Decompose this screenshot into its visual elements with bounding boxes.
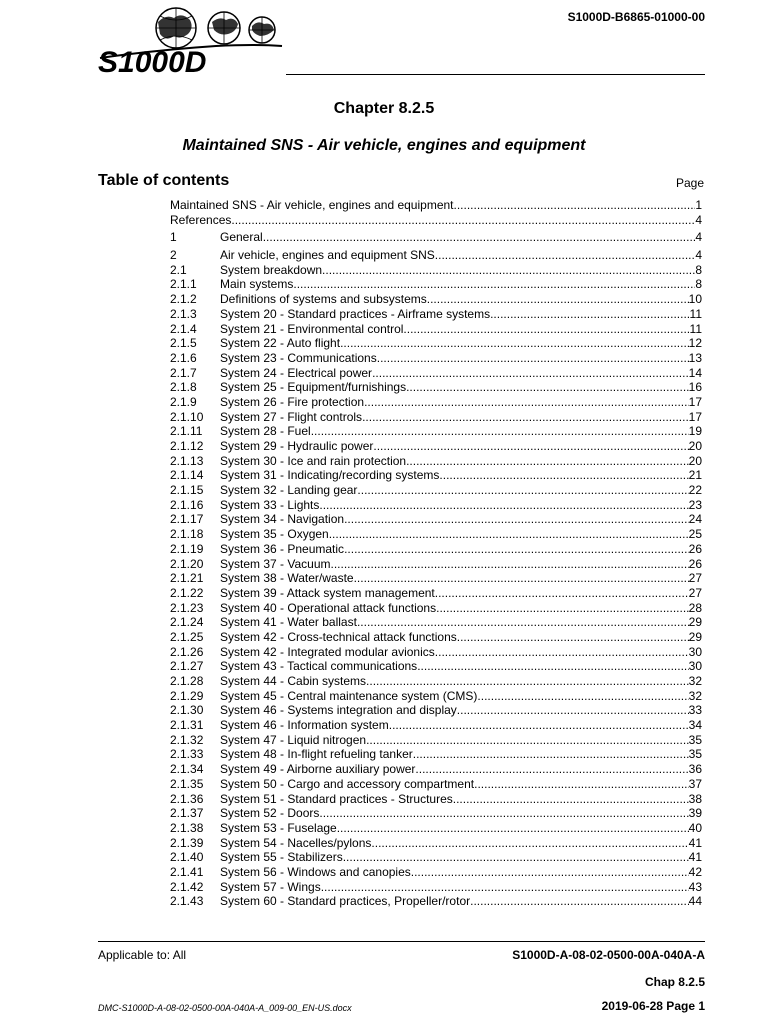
toc-entry[interactable] bbox=[170, 248, 702, 263]
toc-entry-number: 2.1.37 bbox=[170, 806, 204, 821]
toc-entry-page: 20 bbox=[688, 439, 702, 453]
toc-dot-leader bbox=[366, 674, 689, 689]
toc-entry-title: System 43 - Tactical communications bbox=[220, 659, 418, 674]
toc-entry-number: 2.1.33 bbox=[170, 747, 204, 762]
toc-entry-page: 34 bbox=[688, 718, 702, 733]
toc-entry-number: 2 bbox=[170, 248, 177, 263]
toc-dot-leader bbox=[377, 351, 689, 366]
toc-entry-page: 41 bbox=[688, 835, 702, 850]
toc-entry-number: 2.1.11 bbox=[170, 424, 203, 439]
toc-entry[interactable] bbox=[170, 659, 702, 674]
toc-entry-title: System 24 - Electrical power bbox=[220, 365, 373, 380]
globe-icon bbox=[208, 12, 240, 44]
toc-dot-leader bbox=[357, 615, 689, 630]
toc-entry[interactable] bbox=[170, 806, 702, 821]
toc-entry-page: 24 bbox=[688, 512, 702, 527]
toc-entry-page: 4 bbox=[695, 212, 702, 227]
toc-entry-page: 4 bbox=[695, 248, 702, 263]
toc-entry-number: 2.1.3 bbox=[170, 306, 197, 321]
toc-entry-number: 2.1.40 bbox=[170, 850, 204, 865]
toc-entry-title: System 35 - Oxygen bbox=[220, 527, 329, 542]
toc-entry-number: 2.1.9 bbox=[170, 394, 197, 409]
toc-entry-page: 33 bbox=[688, 703, 702, 718]
toc-entry-title: System 47 - Liquid nitrogen bbox=[220, 732, 367, 747]
toc-dot-leader bbox=[403, 322, 689, 337]
toc-entry[interactable] bbox=[170, 230, 702, 245]
toc-entry[interactable] bbox=[170, 198, 702, 213]
toc-entry-number: 2.1.36 bbox=[170, 791, 204, 806]
chapter-subtitle: Maintained SNS - Air vehicle, engines and equipment bbox=[182, 137, 586, 154]
toc-entry-title: System 56 - Windows and canopies bbox=[220, 864, 411, 879]
toc-entry-title: System 55 - Stabilizers bbox=[220, 850, 343, 865]
toc-entry-page: 19 bbox=[688, 424, 702, 439]
toc-entry[interactable] bbox=[170, 733, 702, 748]
toc-entry[interactable] bbox=[170, 542, 702, 557]
toc-entry-page: 14 bbox=[688, 365, 702, 380]
toc-dot-leader bbox=[357, 483, 688, 498]
toc-dot-leader bbox=[389, 718, 689, 733]
toc-entry-number: 2.1.38 bbox=[170, 820, 204, 835]
toc-entry[interactable] bbox=[170, 586, 702, 601]
toc-entry[interactable] bbox=[170, 213, 702, 228]
toc-entry-page: 42 bbox=[688, 864, 702, 879]
toc-dot-leader bbox=[406, 380, 689, 395]
toc-dot-leader bbox=[293, 277, 695, 292]
toc-dot-leader bbox=[436, 601, 689, 616]
toc-entry-title: System breakdown bbox=[220, 262, 323, 277]
toc-entry[interactable] bbox=[170, 410, 702, 425]
toc-entry-page: 11 bbox=[689, 321, 702, 336]
toc-entry[interactable] bbox=[170, 557, 702, 572]
toc-entry-page: 12 bbox=[688, 336, 702, 351]
toc-entry-number: 2.1.23 bbox=[170, 600, 204, 615]
toc-entry[interactable] bbox=[170, 792, 702, 807]
toc-entry-title: System 53 - Fuselage bbox=[220, 820, 337, 835]
toc-dot-leader bbox=[364, 395, 689, 410]
toc-dot-leader bbox=[344, 512, 689, 527]
toc-entry-title: System 23 - Communications bbox=[220, 350, 377, 365]
toc-entry-number: 2.1.7 bbox=[170, 365, 197, 380]
footer-divider bbox=[98, 941, 705, 942]
toc-entry-number: 2.1.29 bbox=[170, 688, 204, 703]
toc-entry-number: 2.1.31 bbox=[170, 718, 204, 733]
toc-entry-number: 2.1.12 bbox=[170, 439, 204, 453]
toc-entry-page: 1 bbox=[695, 198, 702, 212]
toc-entry[interactable] bbox=[170, 645, 702, 660]
toc-entry-page: 8 bbox=[695, 277, 702, 292]
toc-entry-number: 2.1.17 bbox=[170, 512, 204, 527]
toc-entry[interactable] bbox=[170, 615, 702, 630]
date-and-page: 2019-06-28 Page 1 bbox=[601, 999, 705, 1013]
toc-entry-page: 20 bbox=[688, 453, 702, 468]
toc-entry[interactable] bbox=[170, 703, 702, 718]
toc-entry[interactable] bbox=[170, 336, 702, 351]
toc-dot-leader bbox=[344, 542, 689, 557]
toc-entry[interactable] bbox=[170, 865, 702, 880]
toc-entry-number: 2.1.30 bbox=[170, 703, 204, 718]
toc-entry[interactable] bbox=[170, 512, 702, 527]
toc-dot-leader bbox=[435, 248, 696, 263]
toc-entry-title: Maintained SNS - Air vehicle, engines and equipment bbox=[170, 198, 454, 212]
toc-dot-leader bbox=[337, 821, 689, 836]
toc-entry-page: 35 bbox=[688, 747, 702, 762]
toc-entry-title: System 48 - In-flight refueling tanker bbox=[220, 747, 413, 762]
toc-entry-number: 2.1.16 bbox=[170, 497, 204, 512]
toc-entry-page: 32 bbox=[688, 688, 702, 703]
toc-entry-page: 27 bbox=[688, 585, 702, 600]
toc-dot-leader bbox=[329, 527, 689, 542]
toc-entry[interactable] bbox=[170, 894, 702, 909]
toc-entry-number: 2.1.21 bbox=[170, 571, 204, 586]
toc-entry-number: 2.1.41 bbox=[170, 864, 204, 879]
toc-entry-page: 17 bbox=[688, 394, 702, 409]
toc-entry-page: 29 bbox=[688, 629, 702, 644]
toc-entry[interactable] bbox=[170, 850, 702, 865]
toc-entry-number: 2.1.20 bbox=[170, 556, 204, 571]
toc-entry-number: 2.1.35 bbox=[170, 776, 204, 791]
toc-entry-number: 2.1.5 bbox=[170, 336, 197, 351]
toc-entry-page: 11 bbox=[689, 306, 702, 321]
toc-entry-number: 2.1.32 bbox=[170, 732, 204, 747]
toc-entry-page: 27 bbox=[688, 571, 702, 586]
toc-entry-page: 26 bbox=[688, 541, 702, 556]
toc-entry-number: 2.1.25 bbox=[170, 629, 204, 644]
toc-dot-leader bbox=[311, 424, 689, 439]
toc-entry-title: General bbox=[220, 230, 263, 245]
toc-dot-leader bbox=[457, 630, 689, 645]
toc-entry-page: 35 bbox=[688, 732, 702, 747]
toc-entry-number: 2.1 bbox=[170, 262, 187, 277]
toc-entry[interactable] bbox=[170, 630, 702, 645]
toc-entry[interactable] bbox=[170, 454, 702, 469]
toc-dot-leader bbox=[406, 454, 689, 469]
s1000d-logo bbox=[96, 6, 286, 76]
toc-entry-number: 2.1.26 bbox=[170, 644, 204, 659]
toc-entry-title: System 40 - Operational attack functions bbox=[220, 600, 437, 615]
toc-entry-page: 10 bbox=[688, 292, 702, 307]
toc-dot-leader bbox=[231, 213, 695, 228]
toc-entry-page: 38 bbox=[688, 791, 702, 806]
toc-entry-title: System 46 - Systems integration and display bbox=[220, 703, 457, 718]
toc-entry-number: 2.1.19 bbox=[170, 541, 204, 556]
toc-dot-leader bbox=[330, 557, 688, 572]
toc-entry-number: 2.1.10 bbox=[170, 409, 204, 424]
toc-entry[interactable] bbox=[170, 527, 702, 542]
toc-entry-number: 2.1.24 bbox=[170, 615, 204, 630]
toc-entry-title: References bbox=[170, 212, 232, 227]
document-code: S1000D-B6865-01000-00 bbox=[567, 10, 705, 24]
toc-entry[interactable] bbox=[170, 322, 702, 337]
toc-entry-title: System 57 - Wings bbox=[220, 879, 321, 894]
toc-entry-title: System 45 - Central maintenance system (CMS) bbox=[220, 688, 478, 703]
chapter-heading: Chapter 8.2.5 bbox=[333, 100, 435, 117]
toc-entry-page: 26 bbox=[688, 556, 702, 571]
toc-dot-leader bbox=[454, 198, 696, 213]
globe-icon bbox=[156, 8, 196, 48]
toc-dot-leader bbox=[474, 777, 689, 792]
toc-entry[interactable] bbox=[170, 718, 702, 733]
toc-entry-title: System 39 - Attack system management bbox=[220, 585, 435, 600]
toc-entry[interactable] bbox=[170, 762, 702, 777]
toc-entry-title: Definitions of systems and subsystems bbox=[220, 292, 427, 307]
chapter-reference: Chap 8.2.5 bbox=[644, 975, 705, 989]
toc-entry[interactable] bbox=[170, 395, 702, 410]
toc-entry-title: System 54 - Nacelles/pylons bbox=[220, 835, 372, 850]
toc-entry[interactable] bbox=[170, 292, 702, 307]
file-name: DMC-S1000D-A-08-02-0500-00A-040A-A_009-00_EN-US.docx bbox=[98, 1003, 352, 1013]
toc-dot-leader bbox=[372, 366, 689, 381]
toc-page-label: Page bbox=[675, 176, 704, 190]
toc-entry-title: System 41 - Water ballast bbox=[220, 615, 357, 630]
toc-entry-title: System 38 - Water/waste bbox=[220, 571, 354, 586]
toc-entry-page: 21 bbox=[688, 468, 702, 483]
toc-entry-title: System 52 - Doors bbox=[220, 806, 320, 821]
toc-entry-title: System 46 - Information system bbox=[220, 718, 389, 733]
toc-title: Table of contents bbox=[98, 172, 230, 189]
toc-entry-number: 1 bbox=[170, 230, 177, 245]
toc-entry-title: System 27 - Flight controls bbox=[220, 409, 363, 424]
toc-entry-number: 2.1.22 bbox=[170, 585, 204, 600]
toc-entry[interactable] bbox=[170, 571, 702, 586]
toc-dot-leader bbox=[319, 806, 688, 821]
toc-entry-page: 23 bbox=[688, 497, 702, 512]
toc-entry-page: 28 bbox=[688, 600, 702, 615]
toc-entry-page: 39 bbox=[688, 806, 702, 821]
toc-entry[interactable] bbox=[170, 483, 702, 498]
toc-dot-leader bbox=[435, 586, 689, 601]
toc-entry[interactable] bbox=[170, 307, 702, 322]
toc-entry-page: 4 bbox=[695, 230, 702, 245]
toc-dot-leader bbox=[343, 850, 689, 865]
globe-icon bbox=[249, 17, 275, 43]
toc-dot-leader bbox=[411, 865, 689, 880]
toc-dot-leader bbox=[413, 747, 689, 762]
toc-entry-page: 37 bbox=[688, 776, 702, 791]
toc-dot-leader bbox=[322, 263, 695, 278]
toc-entry-title: System 44 - Cabin systems bbox=[220, 674, 367, 688]
toc-entry-page: 29 bbox=[688, 615, 702, 630]
toc-dot-leader bbox=[439, 468, 688, 483]
toc-entry[interactable] bbox=[170, 777, 702, 792]
toc-entry-title: System 32 - Landing gear bbox=[220, 483, 358, 498]
toc-entry[interactable] bbox=[170, 380, 702, 395]
toc-dot-leader bbox=[263, 230, 696, 245]
toc-entry-page: 25 bbox=[688, 527, 702, 542]
toc-entry-page: 13 bbox=[688, 350, 702, 365]
toc-entry-number: 2.1.6 bbox=[170, 350, 197, 365]
toc-entry-title: System 31 - Indicating/recording systems bbox=[220, 468, 440, 483]
toc-entry-page: 17 bbox=[688, 409, 702, 424]
toc-entry-page: 30 bbox=[688, 644, 702, 659]
toc-entry-number: 2.1.27 bbox=[170, 659, 204, 674]
toc-dot-leader bbox=[457, 703, 689, 718]
table-of-contents bbox=[170, 198, 702, 909]
toc-entry[interactable] bbox=[170, 351, 702, 366]
toc-entry[interactable] bbox=[170, 601, 702, 616]
toc-entry[interactable] bbox=[170, 424, 702, 439]
toc-entry-title: System 21 - Environmental control bbox=[220, 321, 404, 336]
toc-entry-title: System 25 - Equipment/furnishings bbox=[220, 380, 407, 395]
toc-dot-leader bbox=[373, 439, 688, 454]
toc-entry-number: 2.1.2 bbox=[170, 292, 197, 307]
toc-dot-leader bbox=[415, 762, 688, 777]
toc-entry[interactable] bbox=[170, 498, 702, 513]
toc-entry-title: System 60 - Standard practices, Propeller/rotor bbox=[220, 894, 471, 909]
toc-entry[interactable] bbox=[170, 821, 702, 836]
toc-entry-title: Main systems bbox=[220, 277, 294, 292]
toc-dot-leader bbox=[453, 792, 689, 807]
toc-entry-title: System 34 - Navigation bbox=[220, 512, 345, 527]
toc-entry[interactable] bbox=[170, 366, 702, 381]
toc-entry-number: 2.1.43 bbox=[170, 894, 204, 909]
toc-entry-number: 2.1.42 bbox=[170, 879, 204, 894]
toc-entry-number: 2.1.1 bbox=[170, 277, 197, 292]
toc-dot-leader bbox=[477, 689, 688, 704]
toc-entry-number: 2.1.13 bbox=[170, 453, 204, 468]
toc-entry-title: System 33 - Lights bbox=[220, 497, 320, 512]
toc-entry[interactable] bbox=[170, 439, 702, 454]
toc-entry-page: 32 bbox=[688, 674, 702, 688]
applicability: Applicable to: All bbox=[98, 948, 187, 962]
toc-entry-page: 30 bbox=[688, 659, 702, 674]
toc-entry-title: System 42 - Cross-technical attack functions bbox=[220, 629, 457, 644]
toc-entry-number: 2.1.4 bbox=[170, 321, 197, 336]
toc-dot-leader bbox=[340, 336, 689, 351]
toc-entry-number: 2.1.8 bbox=[170, 380, 197, 395]
toc-entry-title: System 37 - Vacuum bbox=[220, 556, 331, 571]
toc-entry[interactable] bbox=[170, 689, 702, 704]
toc-entry-page: 36 bbox=[688, 762, 702, 777]
toc-entry[interactable] bbox=[170, 880, 702, 895]
toc-entry-number: 2.1.15 bbox=[170, 483, 204, 498]
toc-dot-leader bbox=[321, 880, 689, 895]
toc-entry-page: 22 bbox=[688, 483, 702, 498]
toc-entry-number: 2.1.18 bbox=[170, 527, 204, 542]
toc-entry-number: 2.1.28 bbox=[170, 674, 204, 688]
toc-entry-page: 41 bbox=[688, 850, 702, 865]
toc-dot-leader bbox=[417, 659, 688, 674]
toc-dot-leader bbox=[362, 410, 689, 425]
toc-dot-leader bbox=[427, 292, 689, 307]
toc-entry-title: System 29 - Hydraulic power bbox=[220, 439, 374, 453]
toc-entry-number: 2.1.34 bbox=[170, 762, 204, 777]
toc-entry-number: 2.1.14 bbox=[170, 468, 204, 483]
toc-dot-leader bbox=[490, 307, 689, 322]
toc-entry[interactable] bbox=[170, 747, 702, 762]
logo-text: S1000D bbox=[98, 46, 207, 76]
toc-entry-title: System 22 - Auto flight bbox=[220, 336, 341, 351]
toc-dot-leader bbox=[470, 894, 689, 909]
toc-entry-title: System 49 - Airborne auxiliary power bbox=[220, 762, 416, 777]
toc-entry-title: System 20 - Standard practices - Airframe systems bbox=[220, 306, 491, 321]
data-module-code: S1000D-A-08-02-0500-00A-040A-A bbox=[512, 948, 705, 962]
toc-entry-title: Air vehicle, engines and equipment SNS bbox=[220, 248, 435, 263]
toc-entry[interactable] bbox=[170, 263, 702, 278]
toc-dot-leader bbox=[435, 645, 689, 660]
toc-entry-page: 43 bbox=[688, 879, 702, 894]
toc-entry-title: System 26 - Fire protection bbox=[220, 394, 365, 409]
toc-entry-page: 8 bbox=[695, 262, 702, 277]
toc-entry-title: System 51 - Standard practices - Structures bbox=[220, 791, 453, 806]
toc-entry[interactable] bbox=[170, 468, 702, 483]
toc-entry-page: 40 bbox=[688, 820, 702, 835]
toc-entry-title: System 30 - Ice and rain protection bbox=[220, 453, 407, 468]
toc-dot-leader bbox=[319, 498, 688, 513]
toc-entry-title: System 42 - Integrated modular avionics bbox=[220, 644, 435, 659]
toc-entry[interactable] bbox=[170, 836, 702, 851]
toc-dot-leader bbox=[371, 836, 688, 851]
toc-entry-page: 16 bbox=[688, 380, 702, 395]
toc-dot-leader bbox=[366, 733, 689, 748]
toc-entry-title: System 50 - Cargo and accessory compartment bbox=[220, 776, 475, 791]
header-divider bbox=[286, 74, 705, 75]
toc-entry-page: 44 bbox=[688, 894, 702, 909]
toc-entry[interactable] bbox=[170, 277, 702, 292]
toc-entry-title: System 28 - Fuel bbox=[220, 424, 311, 439]
toc-entry-title: System 36 - Pneumatic bbox=[220, 541, 345, 556]
toc-entry[interactable] bbox=[170, 674, 702, 689]
toc-dot-leader bbox=[354, 571, 689, 586]
toc-entry-number: 2.1.39 bbox=[170, 835, 204, 850]
